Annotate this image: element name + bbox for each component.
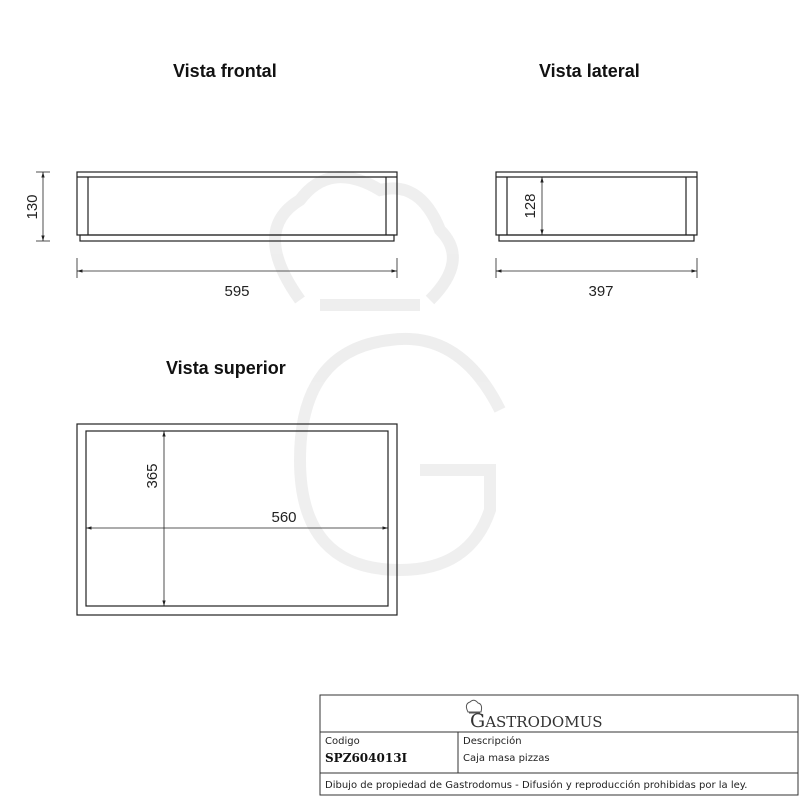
front-width-label: 595 [224, 283, 250, 300]
description-label: Descripción [463, 736, 522, 747]
brand-rest: ASTRODOMUS [485, 713, 603, 731]
top-height-label: 365 [144, 463, 161, 489]
top-view-title: Vista superior [166, 358, 286, 378]
code-value: SPZ604013I [325, 751, 408, 765]
brand-logo-text [470, 710, 603, 732]
top-width-label: 560 [271, 509, 297, 526]
side-width-dimension [496, 258, 697, 278]
footer-notice: Dibujo de propiedad de Gastrodomus - Difusión y reproducción prohibidas por la ley. [325, 780, 748, 791]
brand-initial: G [470, 710, 486, 732]
front-view-title: Vista frontal [173, 61, 277, 81]
description-value: Caja masa pizzas [463, 753, 550, 764]
side-view-title: Vista lateral [539, 61, 640, 81]
front-width-dimension [77, 258, 397, 278]
code-label: Codigo [325, 736, 360, 747]
top-view-drawing [77, 424, 397, 615]
front-height-label: 130 [24, 194, 41, 220]
side-height-label: 128 [522, 193, 539, 219]
side-width-label: 397 [588, 283, 614, 300]
